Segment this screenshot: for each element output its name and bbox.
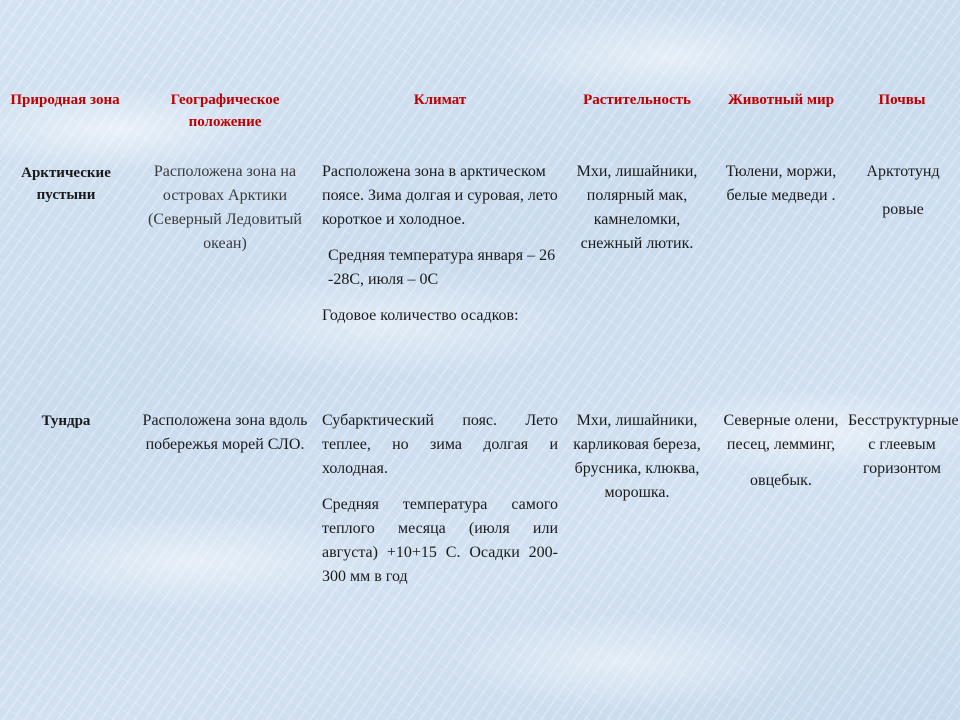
row-1-animals: Тюлени, моржи, белые медведи . [725,163,837,204]
row-1-zone: Арктические пустыни [21,165,111,203]
row-2-climate-para-1: Субарктический пояс. Лето теплее, но зима долгая и холодная. [322,412,558,477]
row-1-climate-para-1: Расположена зона в арктическом поясе. Зима долгая и суровая, лето короткое и холодное. [322,163,558,228]
row-1-climate-para-2: Средняя температура января – 26 -28С, июля – 0С [328,247,556,288]
row-1-climate [322,160,558,328]
row-2-animals-line-1: Северные олени, песец, лемминг, [723,412,839,453]
row-2-animals [718,409,844,493]
row-1-soil-line-2: ровые [882,201,924,218]
row-2-soil: Бесструктурные с глеевым горизонтом [848,412,959,477]
header-plants: Растительность [583,92,691,108]
row-2-climate [322,409,558,589]
row-1-geo: Расположена зона на островах Арктики (Северный Ледовитый океан) [148,163,302,252]
row-2-zone: Тундра [41,413,91,429]
header-animals: Животный мир [727,92,835,108]
row-1-soil-line-1: Арктотунд [866,163,940,180]
row-1-climate-para-3: Годовое количество осадков: [322,307,519,324]
header-zone: Природная зона [10,92,120,108]
row-1-soil [852,160,954,222]
row-1-plants: Мхи, лишайники, полярный мак, камнеломки, снежный лютик. [576,163,698,252]
header-geo: Географическое положение [170,92,280,130]
row-2-climate-para-2: Средняя температура самого теплого месяца (июля или августа) +10+15 С. Осадки 200-300 мм в год [322,496,558,585]
header-climate: Климат [413,92,467,108]
row-2-plants: Мхи, лишайники, карликовая береза, брусника, клюква, морошка. [573,412,701,501]
row-2-geo: Расположена зона вдоль побережья морей СЛО. [142,412,308,453]
header-soil: Почвы [878,92,926,108]
row-2-animals-line-2: овцебык. [750,472,812,489]
